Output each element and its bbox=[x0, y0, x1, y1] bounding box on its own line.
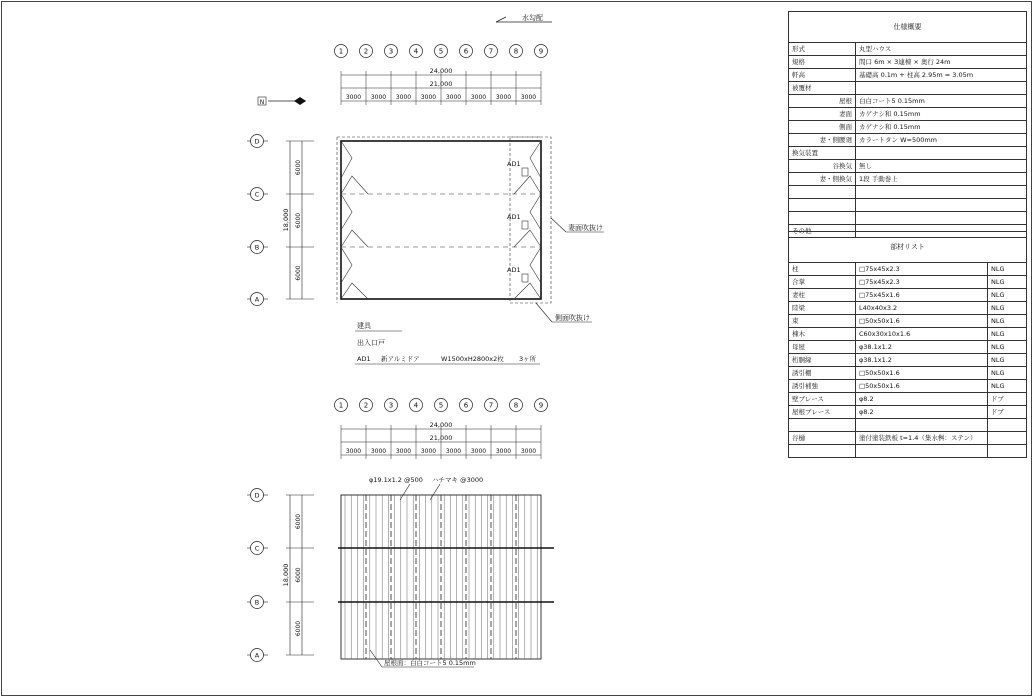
spec-value bbox=[856, 212, 1027, 225]
parts-row bbox=[789, 302, 1027, 315]
spec-title: 仕様概要 bbox=[789, 12, 1027, 43]
band-note: ハチマキ @3000 bbox=[432, 476, 484, 484]
parts-name: 陸梁 bbox=[789, 302, 856, 315]
parts-finish bbox=[988, 445, 1027, 458]
parts-finish: NLG bbox=[988, 263, 1027, 276]
parts-row bbox=[789, 432, 1027, 445]
plan-dim-bay: 3000 bbox=[420, 94, 437, 101]
plan-dim-bay: 3000 bbox=[445, 94, 462, 101]
parts-finish: ドブ bbox=[988, 393, 1027, 406]
parts-row bbox=[789, 406, 1027, 419]
plan-dim-span: 6000 bbox=[295, 212, 302, 229]
parts-name: 壁ブレース bbox=[789, 393, 856, 406]
roof-col-label: 3 bbox=[388, 401, 394, 410]
parts-name: 棟木 bbox=[789, 328, 856, 341]
plan-col-label: 3 bbox=[388, 47, 394, 56]
plan-dim-bay: 3000 bbox=[470, 94, 487, 101]
roof-dim-bay: 3000 bbox=[445, 448, 462, 455]
parts-row bbox=[789, 276, 1027, 289]
spec-row bbox=[789, 56, 1027, 69]
spec-value: 無し bbox=[856, 160, 1027, 173]
spec-value bbox=[856, 147, 1027, 160]
parts-name: 誘引補強 bbox=[789, 380, 856, 393]
parts-name: 谷樋 bbox=[789, 432, 856, 445]
plan-col-label: 2 bbox=[363, 47, 369, 56]
spec-value: カゲナシ和 0.15mm bbox=[856, 108, 1027, 121]
roof-row-label: C bbox=[254, 544, 260, 553]
parts-name: 妻柱 bbox=[789, 289, 856, 302]
roof-dim-bay: 3000 bbox=[370, 448, 387, 455]
parts-finish: NLG bbox=[988, 289, 1027, 302]
parts-row bbox=[789, 341, 1027, 354]
roof-col-label: 4 bbox=[413, 401, 419, 410]
plan-col-label: 8 bbox=[513, 47, 519, 56]
roof-row-label: A bbox=[254, 651, 260, 660]
spec-label: 被覆材 bbox=[789, 82, 856, 95]
plan-col-label: 4 bbox=[413, 47, 419, 56]
spec-row bbox=[789, 186, 1027, 199]
spec-label: 妻・側換気 bbox=[789, 173, 856, 186]
spec-row bbox=[789, 69, 1027, 82]
roof-col-label: 5 bbox=[438, 401, 444, 410]
roof-dim-bay: 3000 bbox=[520, 448, 537, 455]
plan-col-label: 9 bbox=[538, 47, 544, 56]
spec-row bbox=[789, 95, 1027, 108]
parts-finish: ドブ bbox=[988, 406, 1027, 419]
parts-spec: □75x45x2.3 bbox=[856, 276, 988, 289]
roof-col-label: 1 bbox=[338, 401, 344, 410]
parts-table bbox=[788, 231, 1027, 458]
gable-vent-label: 妻面吹抜け bbox=[568, 224, 603, 232]
plan-dim-total: 24,000 bbox=[429, 67, 453, 75]
parts-row bbox=[789, 419, 1027, 432]
roof-dim-span: 6000 bbox=[295, 620, 302, 637]
plan-col-label: 5 bbox=[438, 47, 444, 56]
plan-dim-bay: 3000 bbox=[520, 94, 537, 101]
plan-row-label: D bbox=[254, 137, 260, 146]
roof-plan-view bbox=[338, 476, 554, 667]
plan-col-label: 6 bbox=[463, 47, 469, 56]
spec-row bbox=[789, 108, 1027, 121]
spec-row bbox=[789, 199, 1027, 212]
roof-dim-bay: 3000 bbox=[495, 448, 512, 455]
north-arrow-icon bbox=[258, 97, 306, 106]
spec-value: 白白コート5 0.15mm bbox=[856, 95, 1027, 108]
ad1-label-3: AD1 bbox=[507, 266, 521, 274]
spec-label: 妻面 bbox=[789, 108, 856, 121]
parts-title: 部材リスト bbox=[789, 232, 1027, 263]
parts-spec: L40x40x3.2 bbox=[856, 302, 988, 315]
parts-spec bbox=[856, 445, 988, 458]
parts-finish: NLG bbox=[988, 302, 1027, 315]
parts-spec: φ38.1x1.2 bbox=[856, 341, 988, 354]
door-size: W1500xH2800x2枚 bbox=[441, 355, 504, 363]
plan-dim-depth: 18,000 bbox=[282, 208, 290, 232]
roof-dim-total: 24,000 bbox=[429, 421, 453, 429]
spec-label bbox=[789, 199, 856, 212]
parts-spec: □75x45x1.6 bbox=[856, 289, 988, 302]
spec-row bbox=[789, 121, 1027, 134]
parts-row bbox=[789, 367, 1027, 380]
spec-label: 形式 bbox=[789, 43, 856, 56]
plan-dim-bay: 3000 bbox=[345, 94, 362, 101]
ad1-label-2: AD1 bbox=[507, 213, 521, 221]
plan-col-label: 7 bbox=[488, 47, 494, 56]
spec-value: 間口 6m × 3連棟 × 奥行 24m bbox=[856, 56, 1027, 69]
parts-row bbox=[789, 380, 1027, 393]
plan-view bbox=[337, 137, 604, 364]
spec-value: カゲナシ和 0.15mm bbox=[856, 121, 1027, 134]
spec-label: 軒高 bbox=[789, 69, 856, 82]
parts-row bbox=[789, 354, 1027, 367]
roof-dim-bay: 3000 bbox=[395, 448, 412, 455]
spec-label: 側面 bbox=[789, 121, 856, 134]
parts-name: 柱 bbox=[789, 263, 856, 276]
plan-dim-inner: 21,000 bbox=[429, 80, 453, 88]
parts-spec: □50x50x1.6 bbox=[856, 380, 988, 393]
spec-label bbox=[789, 186, 856, 199]
spec-value: カラートタン W=500mm bbox=[856, 134, 1027, 147]
parts-spec: C60x30x10x1.6 bbox=[856, 328, 988, 341]
parts-row bbox=[789, 289, 1027, 302]
parts-name: 束 bbox=[789, 315, 856, 328]
parts-name: 合掌 bbox=[789, 276, 856, 289]
parts-finish: NLG bbox=[988, 315, 1027, 328]
parts-spec: φ8.2 bbox=[856, 406, 988, 419]
spec-row bbox=[789, 147, 1027, 160]
spec-value bbox=[856, 199, 1027, 212]
parts-name: 誘引棚 bbox=[789, 367, 856, 380]
spec-label: 規格 bbox=[789, 56, 856, 69]
spec-row bbox=[789, 173, 1027, 186]
spec-row bbox=[789, 160, 1027, 173]
parts-finish: NLG bbox=[988, 354, 1027, 367]
plan-row-label: B bbox=[254, 243, 260, 252]
ad1-label-1: AD1 bbox=[507, 160, 521, 168]
parts-spec bbox=[856, 419, 988, 432]
parts-row bbox=[789, 315, 1027, 328]
spec-row bbox=[789, 43, 1027, 56]
plan-dim-bay: 3000 bbox=[495, 94, 512, 101]
parts-spec: φ38.1x1.2 bbox=[856, 354, 988, 367]
parts-spec: □50x50x1.6 bbox=[856, 315, 988, 328]
plan-col-label: 1 bbox=[338, 47, 344, 56]
side-vent-label: 側面吹抜け bbox=[555, 314, 590, 322]
spec-label: その他 bbox=[789, 225, 856, 238]
plan-row-label: C bbox=[254, 190, 260, 199]
roof-dim-inner: 21,000 bbox=[429, 434, 453, 442]
roof-note: 屋根面：白白コート5 0.15mm bbox=[384, 659, 476, 667]
parts-finish bbox=[988, 419, 1027, 432]
spec-value bbox=[856, 186, 1027, 199]
roof-dim-bay: 3000 bbox=[420, 448, 437, 455]
door-count: 3ヶ所 bbox=[519, 355, 537, 363]
fittings-title: 建具 bbox=[357, 322, 371, 330]
parts-spec: φ8.2 bbox=[856, 393, 988, 406]
parts-row bbox=[789, 328, 1027, 341]
spec-row bbox=[789, 82, 1027, 95]
parts-spec: □50x50x1.6 bbox=[856, 367, 988, 380]
slope-indicator bbox=[496, 13, 552, 22]
roof-dim-span: 6000 bbox=[295, 513, 302, 530]
parts-name: 屋根ブレース bbox=[789, 406, 856, 419]
roof-dim-span: 6000 bbox=[295, 567, 302, 583]
parts-name bbox=[789, 445, 856, 458]
roof-row-label: B bbox=[254, 598, 260, 607]
spec-label: 換気装置 bbox=[789, 147, 856, 160]
parts-finish bbox=[988, 432, 1027, 445]
spec-value: 基礎高 0.1m + 柱高 2.95m = 3.05m bbox=[856, 69, 1027, 82]
parts-name bbox=[789, 419, 856, 432]
spec-row bbox=[789, 212, 1027, 225]
parts-finish: NLG bbox=[988, 328, 1027, 341]
spec-label bbox=[789, 212, 856, 225]
door-code: AD1 bbox=[357, 355, 371, 363]
parts-name: 母屋 bbox=[789, 341, 856, 354]
roof-col-label: 2 bbox=[363, 401, 369, 410]
parts-row bbox=[789, 445, 1027, 458]
roof-row-label: D bbox=[254, 491, 260, 500]
roof-dim-bay: 3000 bbox=[470, 448, 487, 455]
plan-dim-bay: 3000 bbox=[395, 94, 412, 101]
slope-label: 水勾配 bbox=[522, 14, 543, 22]
spec-table bbox=[788, 11, 1027, 238]
roof-dim-depth: 18,000 bbox=[282, 563, 290, 587]
spec-value: 丸型ハウス bbox=[856, 43, 1027, 56]
spec-label: 妻・側腰廻 bbox=[789, 134, 856, 147]
roof-dim-bay: 3000 bbox=[345, 448, 362, 455]
parts-spec: □75x45x2.3 bbox=[856, 263, 988, 276]
spec-row bbox=[789, 134, 1027, 147]
parts-row bbox=[789, 263, 1027, 276]
spec-label: 谷換気 bbox=[789, 160, 856, 173]
plan-dim-span: 6000 bbox=[295, 265, 302, 281]
parts-finish: NLG bbox=[988, 276, 1027, 289]
parts-row bbox=[789, 393, 1027, 406]
parts-spec: 塗付塗装鉄板 t=1.4（集水桝：ステン） bbox=[856, 432, 988, 445]
north-label: N bbox=[259, 99, 265, 106]
roof-col-label: 7 bbox=[488, 401, 494, 410]
plan-dim-span: 6000 bbox=[295, 159, 302, 176]
parts-finish: NLG bbox=[988, 380, 1027, 393]
parts-finish: NLG bbox=[988, 367, 1027, 380]
roof-col-label: 9 bbox=[538, 401, 544, 410]
spec-value: 1段 手動巻上 bbox=[856, 173, 1027, 186]
door-name: 新アルミドア bbox=[381, 355, 420, 363]
parts-finish: NLG bbox=[988, 341, 1027, 354]
roof-col-label: 8 bbox=[513, 401, 519, 410]
door-title: 出入口戸 bbox=[357, 339, 385, 347]
pipe-note: φ19.1x1.2 @500 bbox=[369, 476, 423, 484]
parts-name: 桁胴縁 bbox=[789, 354, 856, 367]
roof-col-label: 6 bbox=[463, 401, 469, 410]
plan-row-label: A bbox=[254, 295, 260, 304]
spec-label: 屋根 bbox=[789, 95, 856, 108]
plan-dim-bay: 3000 bbox=[370, 94, 387, 101]
spec-value bbox=[856, 82, 1027, 95]
